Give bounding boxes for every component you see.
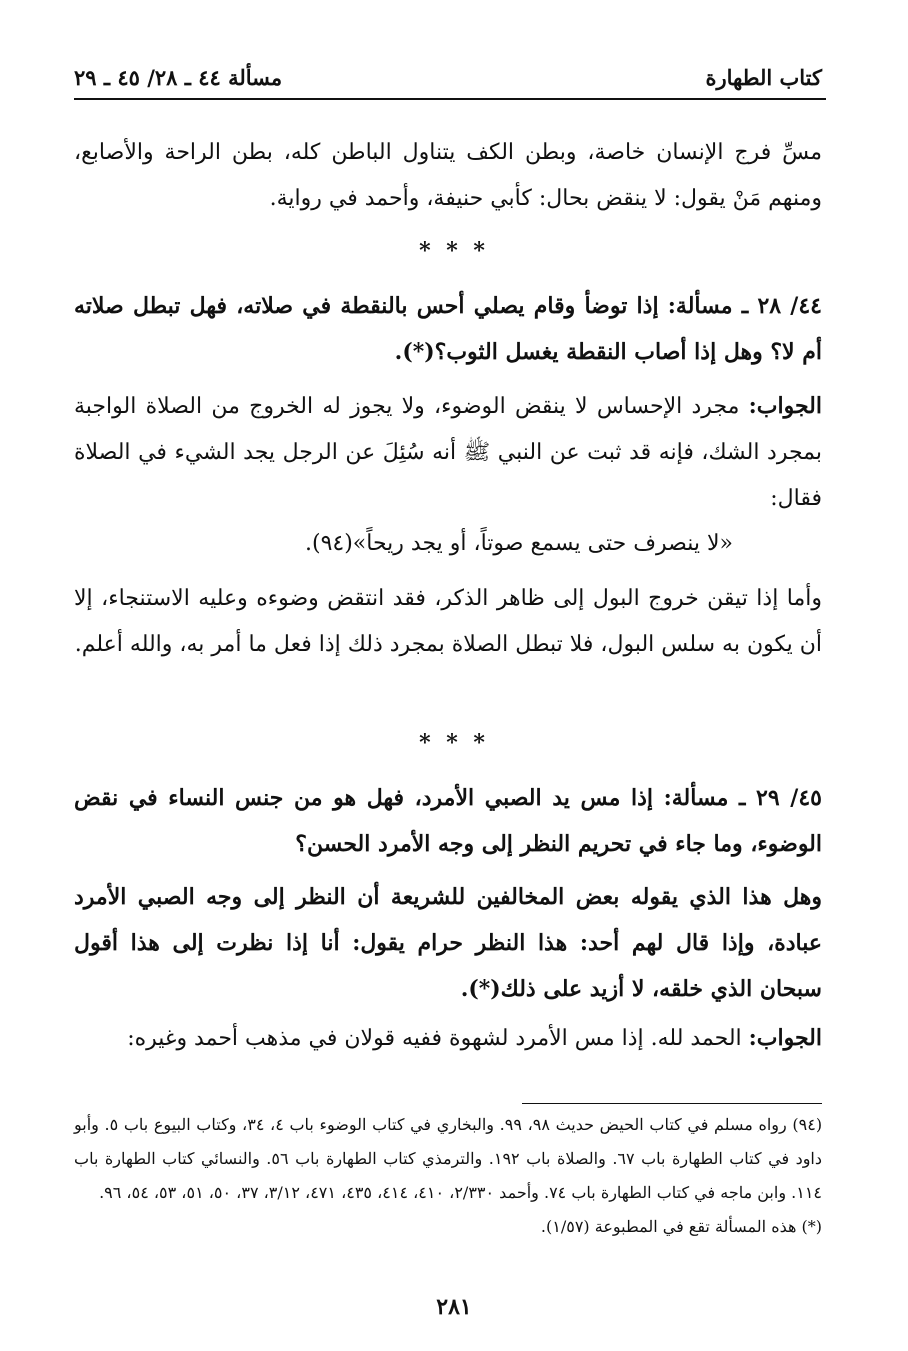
- answer-28-text: مجرد الإحساس لا ينقض الوضوء، ولا يجوز له الخروج من الصلاة الواجبة بمجرد الشك، فإنه قد ثبت عن النبي ﷺ أنه سُئِلَ عن الرجل يجد الشيء في الصلاة فقال:: [74, 394, 822, 511]
- answer-28: [74, 383, 822, 522]
- hadith-quote: «لا ينصرف حتى يسمع صوتاً، أو يجد ريحاً»(٩٤).: [305, 531, 733, 556]
- footnote-star: (*) هذه المسألة تقع في المطبوعة (١/٥٧).: [540, 1217, 822, 1236]
- answer-label-2: الجواب:: [748, 1025, 822, 1051]
- answer-29: [74, 1015, 822, 1062]
- running-header: [74, 60, 822, 94]
- question-28: ٤٤/ ٢٨ ـ مسألة: إذا توضأ وقام يصلي أحس بالنقطة في صلاته، فهل تبطل صلاته أم لا؟ وهل إذا أصاب النقطة يغسل الثوب؟(*).: [74, 293, 822, 365]
- book-section-title: كتاب الطهارة: [705, 64, 822, 90]
- section-separator-2: * * *: [419, 730, 489, 756]
- answer-label: الجواب:: [748, 393, 822, 419]
- header-rule: [74, 98, 826, 100]
- question-29: ٤٥/ ٢٩ ـ مسألة: إذا مس يد الصبي الأمرد، فهل هو من جنس النساء في نقض الوضوء، وما جاء في تحريم النظر إلى وجه الأمرد الحسن؟: [74, 785, 822, 857]
- continuation-paragraph: مسِّ فرج الإنسان خاصة، وبطن الكف يتناول الباطن كله، بطن الراحة والأصابع، ومنهم مَنْ يقول: لا ينقض بحال: كأبي حنيفة، وأحمد في رواية.: [74, 140, 822, 211]
- answer-29-text: الحمد لله. إذا مس الأمرد لشهوة ففيه قولان في مذهب أحمد وغيره:: [127, 1026, 749, 1051]
- question-29-continuation: وهل هذا الذي يقوله بعض المخالفين للشريعة أن النظر إلى وجه الصبي الأمرد عبادة، وإذا قال لهم أحد: هذا النظر حرام يقول: أنا إذا نظرت إلى هذا أقول سبحان الذي خلقه، لا أزيد على ذلك(*).: [74, 884, 822, 1002]
- footnote-rule: [522, 1103, 822, 1104]
- footnote-94: (٩٤) رواه مسلم في كتاب الحيض حديث ٩٨، ٩٩. والبخاري في كتاب الوضوء باب ٤، ٣٤، وكتاب البيوع باب ٥. وأبو داود في كتاب الطهارة باب ٦٧. والصلاة باب ١٩٢. والترمذي كتاب الطهارة باب ٥٦. والنسائي كتاب الطهارة باب ١١٤. وابن ماجه في كتاب الطهارة باب ٧٤. وأحمد ٢/٣٣٠، ٤١٠، ٤١٤، ٤٣٥، ٤٧١، ٣/١٢، ٣٧، ٥٠، ٥١، ٥٣، ٥٤، ٩٦.: [74, 1115, 823, 1202]
- footnotes: [74, 1108, 822, 1244]
- issue-number-title: مسألة ٤٤ ـ ٢٨/ ٤٥ ـ ٢٩: [74, 64, 283, 90]
- page-number: ٢٨١: [436, 1294, 472, 1320]
- answer-28-continuation: وأما إذا تيقن خروج البول إلى ظاهر الذكر، فقد انتقض وضوءه وعليه الاستنجاء، إلا أن يكون به سلس البول، فلا تبطل الصلاة بمجرد ذلك إذا فعل ما أمر به، والله أعلم.: [74, 586, 822, 657]
- section-separator: * * *: [419, 238, 489, 264]
